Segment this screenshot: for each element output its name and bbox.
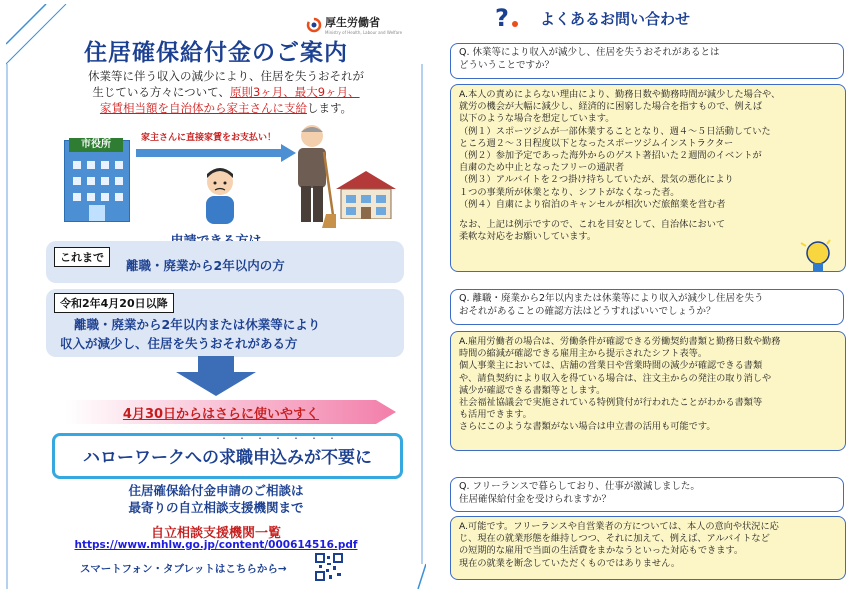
answer-1-note: なお、上記は例示ですので、これを目安として、自治体において 柔軟な対応をお願いしています。 — [459, 219, 726, 243]
support-list-title: 自立相談支援機関一覧 — [150, 526, 281, 541]
consult-line-2: 最寄りの自立相談支援機関まで — [128, 500, 304, 515]
after-date-tag: 令和2年4月20日以降 — [54, 293, 174, 313]
city-hall-illustration — [64, 140, 130, 222]
easier-text: 4月30日からはさらに使いやすく — [122, 407, 320, 422]
question-mark-icon — [491, 4, 521, 30]
consult-line-1: 住居確保給付金申請のご相談は — [128, 483, 304, 498]
leaflet-right-page — [436, 0, 862, 595]
answer-1-main: A.本人の責めによらない理由により、勤務日数や勤務時間が減少した場合や、 就労の機会が大幅に減少し、経済的に困窮した場合を指すもので、例えば 以下のような場合を想定しています。 — [459, 89, 781, 125]
intro-highlight-payment: 家賃相当額を自治体から家主さんに支給 — [99, 101, 307, 115]
after-line-1: 離職・廃業から2年以内または休業等により — [74, 317, 321, 332]
intro-text — [46, 68, 406, 116]
intro-highlight-period: 原則3ヶ月、最大9ヶ月、 — [229, 85, 360, 99]
city-hall-sign: 市役所 — [69, 138, 123, 152]
answer-1-example-3: （例３）アルバイトを２つ掛け持ちしていたが、景気の悪化により １つの事業所が休業となり、シフトがなくなった者。 — [459, 174, 734, 198]
down-arrow-icon — [176, 356, 256, 396]
intro-line-1: 休業等に伴う収入の減少により、住居を失うおそれが — [88, 69, 364, 83]
faq-question-2: Q. 離職・廃業から2年以内または休業等により収入が減少し住居を失う おそれがあることの確認方法はどうすればいいでしょうか？ — [450, 289, 844, 325]
after-line-2: 収入が減少し、住居を失うおそれがある方 — [60, 336, 298, 351]
answer-2-paragraph-3: 社会福祉協議会で実施されている特例貸付が行われたことがわかる書類等 も活用できます。 — [459, 397, 763, 421]
rental-house-icon — [336, 169, 396, 219]
intro-line-3 — [46, 100, 406, 116]
ministry-name: 厚生労働省 — [325, 16, 380, 29]
svg-text:?: ? — [495, 4, 509, 30]
eligibility-before-box — [46, 241, 404, 283]
direct-payment-label: 家主さんに直接家賃をお支払い！ — [141, 133, 277, 143]
intro-line-3b: します。 — [306, 101, 353, 115]
hello-work-text: ハローワークへの求職申込みが不要に — [83, 448, 372, 468]
qr-code-icon[interactable] — [315, 553, 343, 581]
faq-answer-2 — [450, 331, 846, 451]
lightbulb-icon — [798, 237, 834, 281]
before-tag: これまで — [54, 247, 110, 267]
faq-title: よくあるお問い合わせ — [540, 10, 691, 28]
faq-question-3: Q. フリーランスで暮らしており、仕事が激減しました。 住居確保給付金を受けられますか？ — [450, 477, 844, 512]
page-title: 住居確保給付金のご案内 — [84, 40, 348, 66]
intro-line-2 — [46, 84, 406, 100]
answer-1-example-1: （例１）スポーツジムが一部休業することとなり、週４～５日活動していた ところ週２～３日程度以下となったスポーツジムインストラクター — [459, 125, 771, 149]
answer-2-paragraph-4: さらにこのような書類がない場合は申立書の活用も可能です。 — [459, 421, 716, 433]
payment-arrow-icon — [136, 144, 296, 162]
faq-answer-1 — [450, 84, 846, 272]
emphasis-dots: ・・・・・・・ — [220, 434, 346, 443]
faq-question-1: Q. 休業等により収入が減少し、住居を失うおそれがあるとは どういうことですか？ — [450, 43, 844, 79]
intro-line-2a: 生じている方々について、 — [92, 85, 230, 99]
ministry-logo — [306, 14, 402, 35]
tenant-person-icon — [198, 164, 242, 224]
door — [89, 205, 105, 221]
answer-2-paragraph-1: A.雇用労働者の場合は、労働条件が確認できる労働契約書類と勤務日数や勤務 時間の縮減が確認できる雇用主から提示されたシフト表等。 — [459, 336, 781, 360]
faq-answer-3: A.可能です。フリーランスや自営業者の方については、本人の意向や状況に応 じ、現在の就業形態を維持しつつ、それに加えて、例えば、アルバイトなど の短期的な雇用で当面の生活費をまかなうといった対応もできます。 現在の就業を断念していただくものではありません。 — [450, 516, 846, 580]
ministry-english: Ministry of Health, Labour and Welfare — [325, 30, 403, 35]
eligibility-after-box — [46, 289, 404, 357]
before-text: 離職・廃業から2年以内の方 — [126, 258, 285, 273]
consult-text — [6, 482, 426, 516]
leaflet-left-page — [6, 4, 426, 589]
answer-2-paragraph-2: 個人事業主においては、店舗の営業日や営業時間の減少が確認できる書類 や、請負契約により収入を得ている場合は、注文主からの発注の取り消しや 減少が確認できる書類等とします。 — [459, 360, 772, 396]
answer-1-example-4: （例４）自粛により宿泊のキャンセルが相次いだ旅館業を営む者 — [459, 198, 726, 210]
support-list-link[interactable]: https://www.mhlw.go.jp/content/000614516.pdf — [74, 539, 358, 551]
landlord-person-icon — [288, 122, 336, 228]
smartphone-text: スマートフォン・タブレットはこちらから→ — [80, 563, 287, 575]
ministry-emblem-icon — [306, 17, 322, 33]
answer-1-example-2: （例２）参加予定であった海外からのゲスト著招いた２週間のイベントが 自粛のため中止となったフリーの通訳者 — [459, 150, 762, 174]
